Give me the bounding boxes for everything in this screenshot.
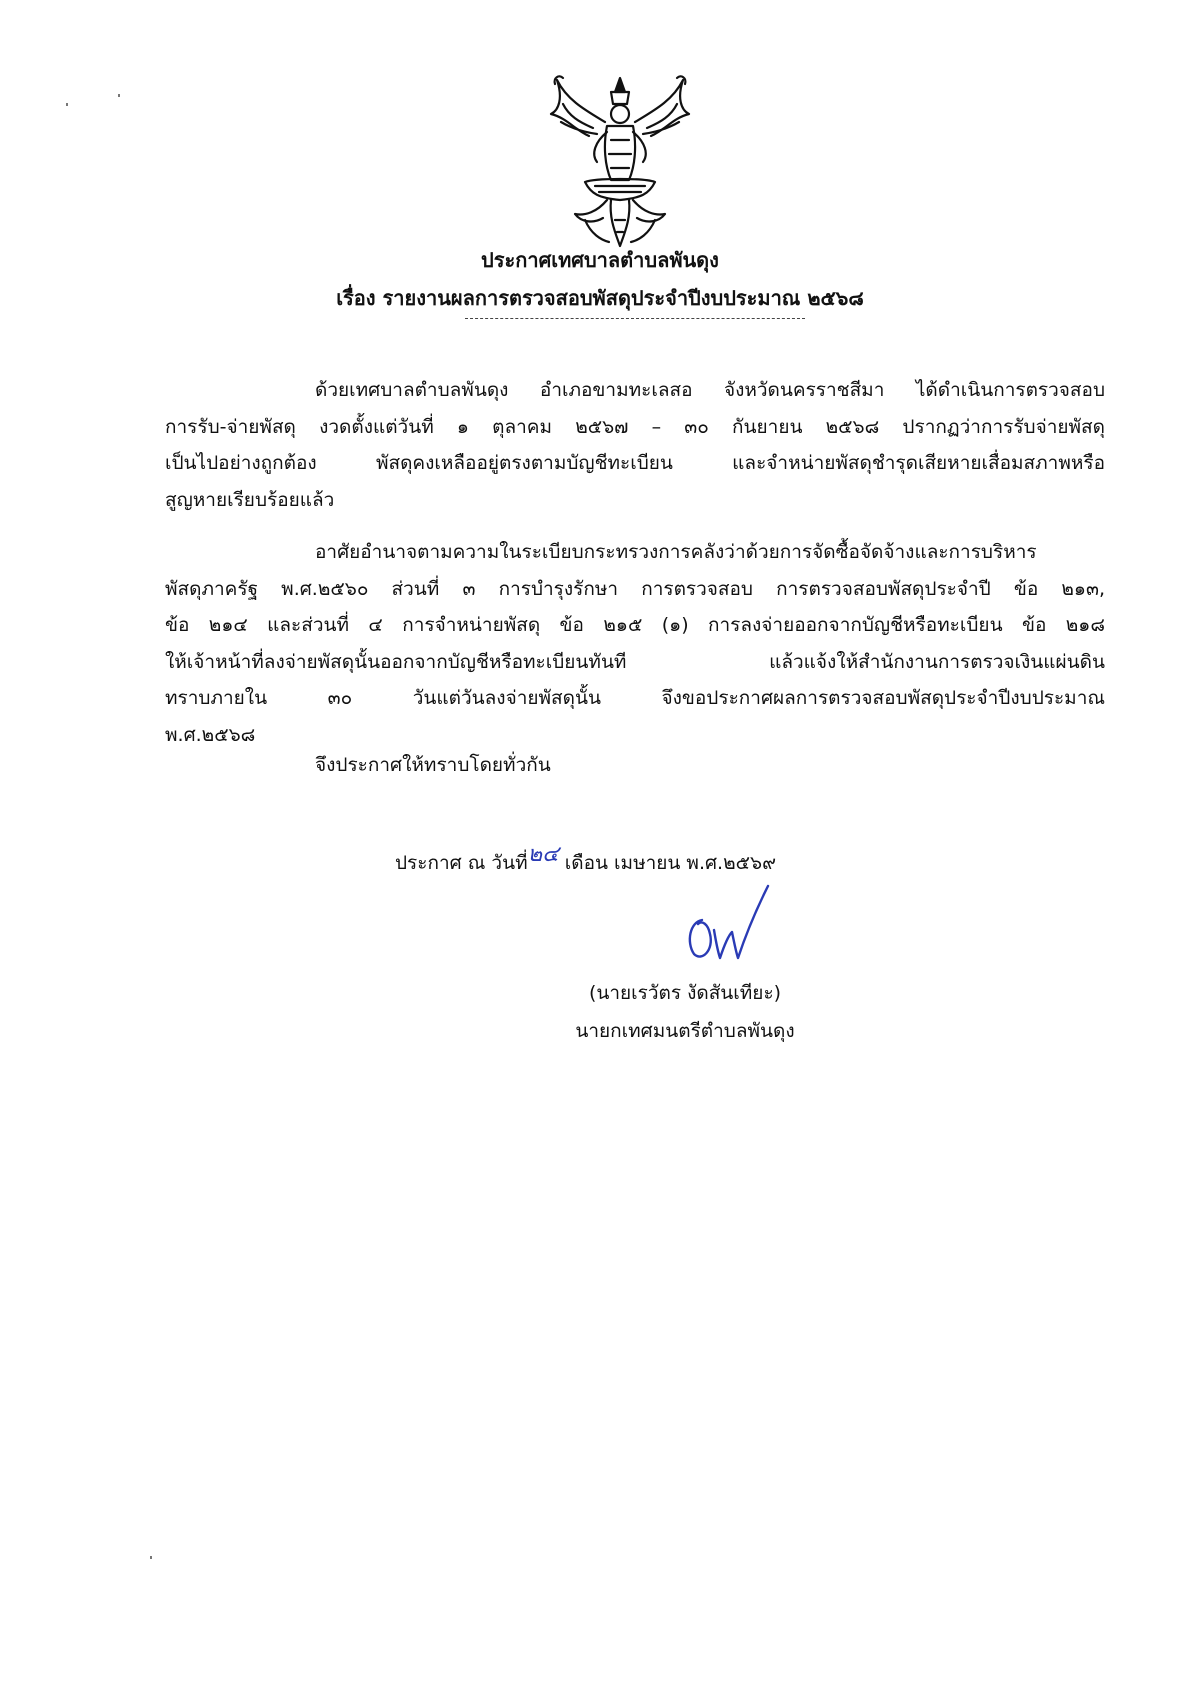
handwritten-day: ๒๔ <box>527 842 559 867</box>
paragraph-line: ข้อ ๒๑๔ และส่วนที่ ๔ การจำหน่ายพัสดุ ข้อ ๒๑๕ (๑) การลงจ่ายออกจากบัญชีหรือทะเบียน ข้อ ๒๑๘ <box>165 614 1105 636</box>
signer-position: นายกเทศมนตรีตำบลพันดุง <box>575 1020 795 1042</box>
paragraph-legal-basis <box>165 534 1105 753</box>
announcement-date <box>395 842 776 878</box>
scan-speck <box>150 1556 152 1559</box>
paragraph-line: ด้วยเทศบาลตำบลพันดุง อำเภอขามทะเลสอ จังหวัดนครราชสีมา ได้ดำเนินการตรวจสอบ <box>315 379 1105 401</box>
garuda-emblem-icon <box>545 70 695 250</box>
announcement-title: ประกาศเทศบาลตำบลพันดุง <box>481 248 719 272</box>
date-suffix: เดือน เมษายน พ.ศ.๒๕๖๙ <box>558 852 776 874</box>
paragraph-line: พ.ศ.๒๕๖๘ <box>165 723 256 746</box>
closing-statement: จึงประกาศให้ทราบโดยทั่วกัน <box>315 754 551 776</box>
date-prefix: ประกาศ ณ วันที่ <box>395 852 528 874</box>
announcement-subject: เรื่อง รายงานผลการตรวจสอบพัสดุประจำปีงบประมาณ ๒๕๖๘ <box>336 286 864 310</box>
paragraph-line: เป็นไปอย่างถูกต้อง พัสดุคงเหลืออยู่ตรงตามบัญชีทะเบียน และจำหน่ายพัสดุชำรุดเสียหายเสื่อมสภาพหรือ <box>165 452 1105 474</box>
paragraph-line: อาศัยอำนาจตามความในระเบียบกระทรวงการคลังว่าด้วยการจัดซื้อจัดจ้างและการบริหาร <box>315 541 1037 563</box>
paragraph-line: ให้เจ้าหน้าที่ลงจ่ายพัสดุนั้นออกจากบัญชีหรือทะเบียนทันที แล้วแจ้งให้สำนักงานการตรวจเงินแผ่นดิน <box>165 650 1105 673</box>
scan-speck <box>118 94 120 97</box>
paragraph-inspection-result <box>165 372 1105 518</box>
scan-speck <box>66 103 68 106</box>
handwritten-signature <box>680 880 780 965</box>
paragraph-line: ทราบภายใน ๓๐ วันแต่วันลงจ่ายพัสดุนั้น จึงขอประกาศผลการตรวจสอบพัสดุประจำปีงบประมาณ <box>165 687 1105 709</box>
paragraph-line: สูญหายเรียบร้อยแล้ว <box>165 488 335 511</box>
signer-name: (นายเรวัตร งัดสันเทียะ) <box>588 982 782 1004</box>
paragraph-line: พัสดุภาครัฐ พ.ศ.๒๕๖๐ ส่วนที่ ๓ การบำรุงรักษา การตรวจสอบ การตรวจสอบพัสดุประจำปี ข้อ ๒๑๓, <box>165 577 1105 600</box>
paragraph-line: การรับ-จ่ายพัสดุ งวดตั้งแต่วันที่ ๑ ตุลาคม ๒๕๖๗ – ๓๐ กันยายน ๒๕๖๘ ปรากฏว่าการรับจ่ายพัสดุ <box>165 415 1105 438</box>
separator-line <box>465 318 805 319</box>
